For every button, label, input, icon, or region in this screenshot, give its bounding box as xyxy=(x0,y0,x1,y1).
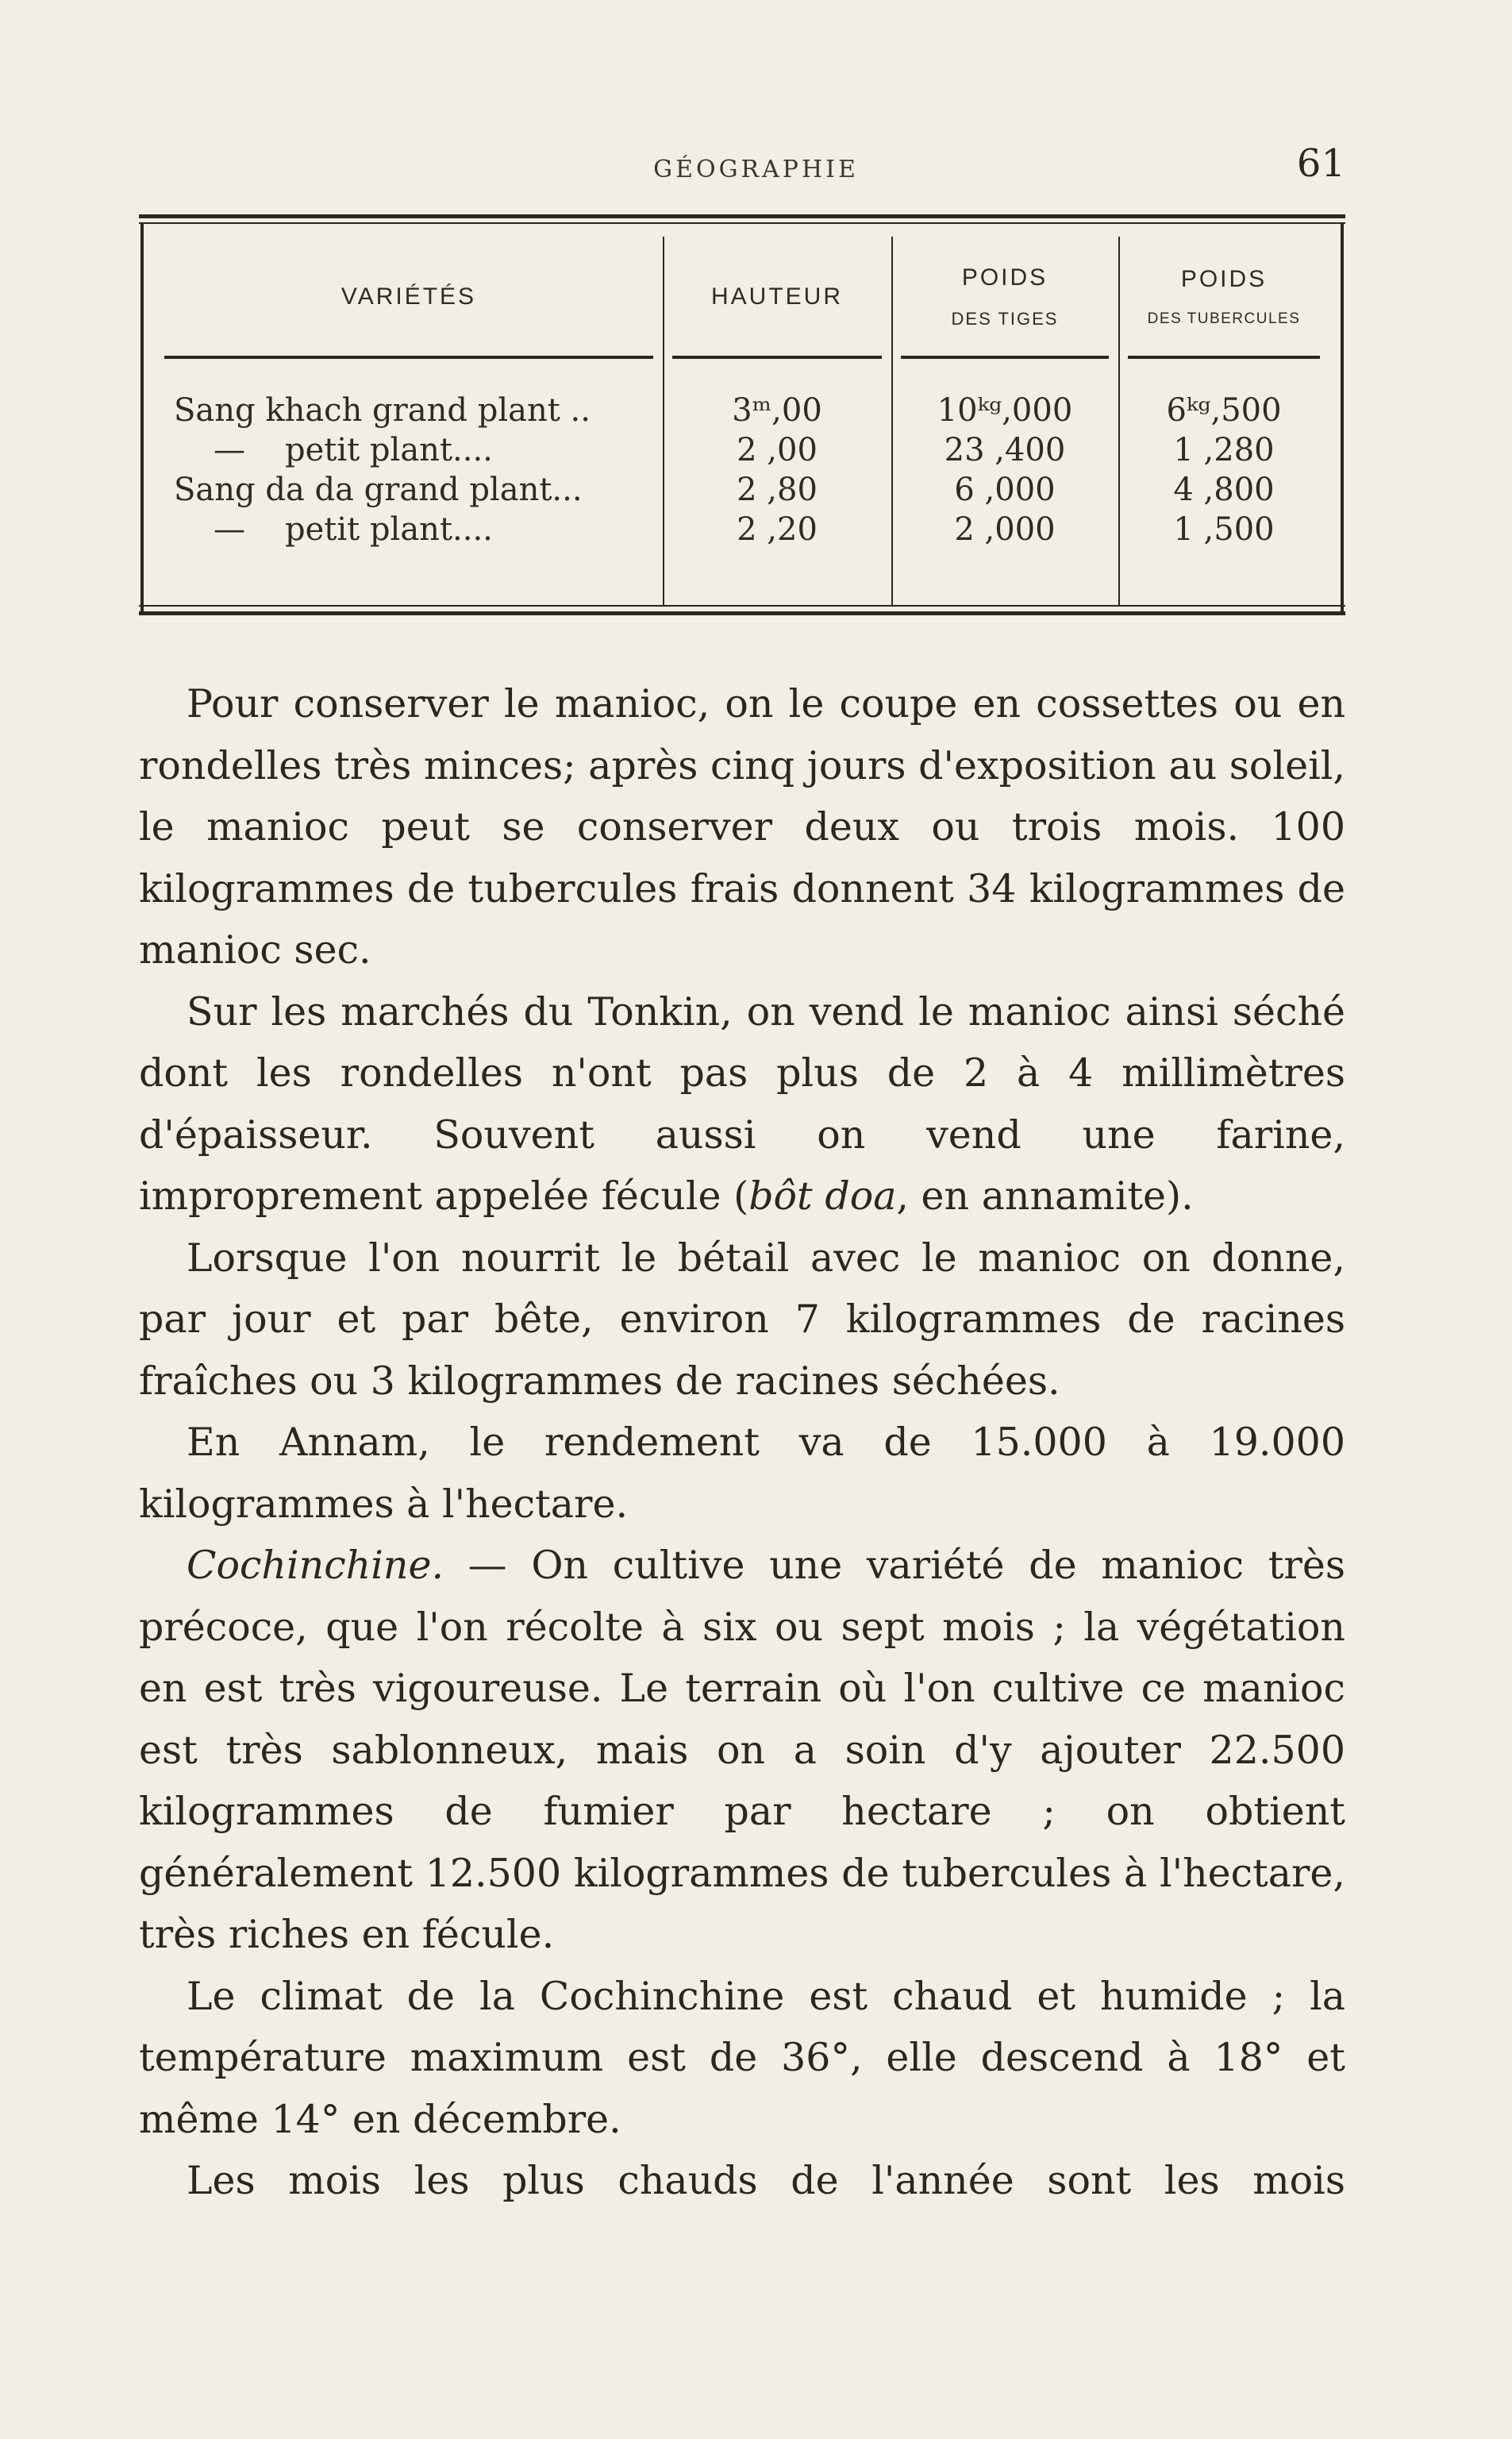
table-top-rule-thin xyxy=(139,222,1345,224)
table-row xyxy=(155,510,1329,549)
variety-cell: — petit plant.... xyxy=(155,510,663,549)
table-row xyxy=(155,470,1329,510)
tuber-weight-cell: 4 ,800 xyxy=(1173,472,1275,508)
paragraph: Sur les marchés du Tonkin, on vend le manioc ainsi séché dont les rondelles n'ont pas plus de 2 à 4 millimètres d'épaisseur. Souvent aussi on vend une farine, improprement appelée fécule (bôt doa, en annamite). xyxy=(139,988,1345,1219)
paragraph: Cochinchine. — On cultive une variété de manioc très précoce, que l'on récolte à six ou sept mois ; la végétation en est très vigoureuse. Le terrain où l'on cultive ce manioc est très sablonneux, mais on a soin d'y ajouter 22.500 kilogrammes de fumier par hectare ; on obtient généralement 12.500 kilogrammes de tubercules à l'hectare, très riches en fécule. xyxy=(139,1543,1345,1957)
variety-cell: Sang khach grand plant .. xyxy=(174,392,591,429)
column-header-stem-weight: POIDS DES TIGES xyxy=(891,230,1118,364)
table-bottom-rule xyxy=(139,611,1345,615)
paragraph: Lorsque l'on nourrit le bétail avec le manioc on donne, par jour et par bête, environ 7 kilogrammes de racines fraîches ou 3 kilogrammes de racines séchées. xyxy=(139,1235,1345,1404)
stem-weight-cell: 10ᵏᵍ,000 xyxy=(937,392,1073,429)
body-text xyxy=(139,673,1345,2212)
running-header: GÉOGRAPHIE xyxy=(653,156,859,183)
table-bottom-rule-thin xyxy=(139,605,1345,607)
table-top-rule xyxy=(139,214,1345,218)
paragraph: En Annam, le rendement va de 15.000 à 19.000 kilogrammes à l'hectare. xyxy=(139,1420,1345,1527)
data-table xyxy=(139,214,1345,619)
ditto-dash: — xyxy=(214,432,245,468)
column-header-varieties: VARIÉTÉS xyxy=(155,230,663,364)
table-row xyxy=(155,364,1329,430)
table-header-row xyxy=(155,230,1329,364)
stem-weight-cell: 2 ,000 xyxy=(954,511,1056,548)
tuber-weight-cell: 1 ,500 xyxy=(1173,511,1275,548)
section-heading: Cochinchine. xyxy=(187,1543,444,1588)
height-cell: 3ᵐ,00 xyxy=(732,392,822,429)
table-right-border xyxy=(1341,222,1344,613)
page-number: 61 xyxy=(1296,141,1345,186)
column-header-tuber-weight: POIDS DES TUBERCULES xyxy=(1118,230,1329,364)
height-cell: 2 ,80 xyxy=(737,472,818,508)
table-row xyxy=(155,430,1329,470)
column-header-height: HAUTEUR xyxy=(663,230,891,364)
variety-cell: — petit plant.... xyxy=(155,430,663,470)
tuber-weight-cell: 6ᵏᵍ,500 xyxy=(1166,392,1282,429)
height-cell: 2 ,00 xyxy=(737,432,818,468)
ditto-dash: — xyxy=(214,511,245,548)
paragraph: Pour conserver le manioc, on le coupe en cossettes ou en rondelles très minces; après cinq jours d'exposition au soleil, le manioc peut se conserver deux ou trois mois. 100 kilogrammes de tubercules frais donnent 34 kilogrammes de manioc sec. xyxy=(139,681,1345,973)
stem-weight-cell: 23 ,400 xyxy=(944,432,1066,468)
table-left-border xyxy=(140,222,144,613)
tuber-weight-cell: 1 ,280 xyxy=(1173,432,1275,468)
potato-varieties-table xyxy=(155,230,1329,549)
variety-cell: Sang da da grand plant... xyxy=(174,472,583,508)
paragraph: Le climat de la Cochinchine est chaud et humide ; la température maximum est de 36°, elle descend à 18° et même 14° en décembre. xyxy=(139,1973,1345,2142)
paragraph: Les mois les plus chauds de l'année sont les mois xyxy=(187,2158,1345,2203)
stem-weight-cell: 6 ,000 xyxy=(954,472,1056,508)
height-cell: 2 ,20 xyxy=(737,511,818,548)
